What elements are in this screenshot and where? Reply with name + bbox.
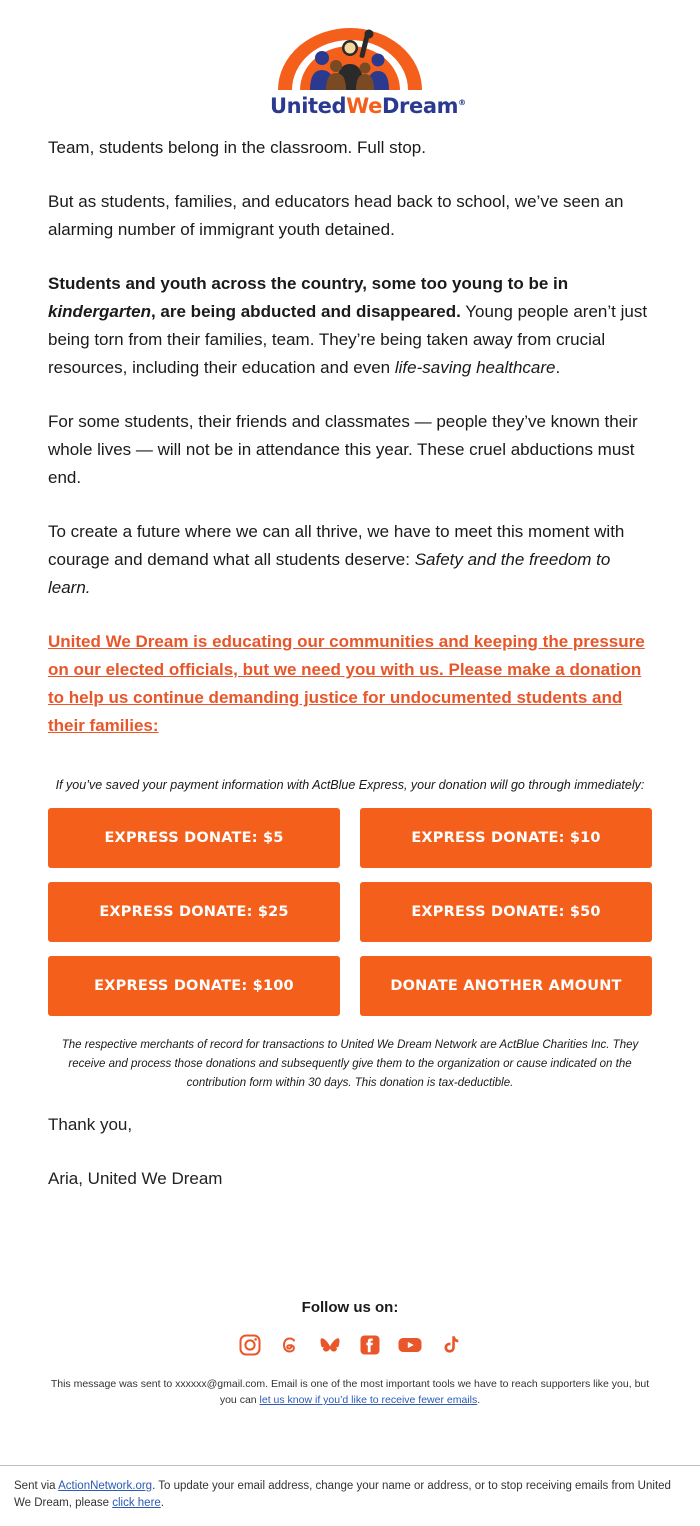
paragraph-3-rest-1: Young people aren’t just being torn from their families, team. They’re being taken away from crucial resources, including their education and even bbox=[48, 302, 648, 377]
united-we-dream-illustration bbox=[270, 22, 430, 92]
tiktok-icon[interactable] bbox=[437, 1332, 463, 1358]
paragraph-3-rest-2: . bbox=[555, 358, 561, 377]
click-here-link[interactable]: click here bbox=[112, 1497, 161, 1509]
footer-sent-via-prefix: Sent via bbox=[14, 1480, 59, 1492]
disclaimer-text-2: . bbox=[477, 1394, 481, 1406]
threads-icon[interactable] bbox=[277, 1332, 303, 1358]
logo-block bbox=[0, 0, 700, 128]
paragraph-3-italic: life-saving healthcare bbox=[394, 358, 556, 377]
logo-word-we: We bbox=[346, 94, 382, 118]
paragraph-3 bbox=[48, 270, 652, 382]
logo bbox=[270, 22, 466, 118]
signoff-thanks: Thank you, bbox=[48, 1115, 133, 1134]
paragraph-4: For some students, their friends and classmates — people they’ve known their whole lives — will not be in attendance this year. These cruel abductions must end. bbox=[48, 412, 638, 487]
footer-sent-via-suffix: . bbox=[160, 1497, 164, 1509]
paragraph-3-bold-italic: kindergarten bbox=[48, 302, 151, 321]
donate-button-grid bbox=[48, 808, 652, 1016]
express-donate-100-button[interactable]: EXPRESS DONATE: $100 bbox=[48, 956, 340, 1016]
express-donate-5-button[interactable]: EXPRESS DONATE: $5 bbox=[48, 808, 340, 868]
registered-mark: ® bbox=[458, 98, 466, 107]
youtube-icon[interactable] bbox=[397, 1332, 423, 1358]
paragraph-5 bbox=[48, 518, 652, 602]
donation-cta-link[interactable]: United We Dream is educating our communities and keeping the pressure on our elected officials, but we need you with us. Please make a donation to help us continue demanding justice for undocumented students and their families: bbox=[48, 632, 645, 735]
logo-word-dream: Dream bbox=[381, 94, 459, 118]
express-donate-50-button[interactable]: EXPRESS DONATE: $50 bbox=[360, 882, 652, 942]
social-block bbox=[0, 1219, 700, 1358]
paragraph-5-start: To create a future where we can all thrive, we have to meet this moment with courage and demand what all students deserve: bbox=[48, 522, 625, 569]
footer-bar bbox=[0, 1465, 700, 1526]
donation-block bbox=[0, 762, 700, 1093]
cta-paragraph bbox=[48, 628, 652, 740]
action-network-link[interactable]: ActionNetwork.org bbox=[58, 1480, 153, 1492]
paragraph-3-bold-start: Students and youth across the country, some too young to be in bbox=[48, 274, 569, 293]
logo-word-united: United bbox=[270, 94, 347, 118]
express-note: If you’ve saved your payment information with ActBlue Express, your donation will go through immediately: bbox=[55, 778, 645, 792]
follow-us-label: Follow us on: bbox=[301, 1299, 399, 1316]
express-donate-10-button[interactable]: EXPRESS DONATE: $10 bbox=[360, 808, 652, 868]
facebook-icon[interactable] bbox=[357, 1332, 383, 1358]
signoff-name: Aria, United We Dream bbox=[48, 1169, 223, 1188]
email-disclaimer bbox=[0, 1358, 700, 1408]
bluesky-icon[interactable] bbox=[317, 1332, 343, 1358]
fewer-emails-link[interactable]: let us know if you’d like to receive fewer emails bbox=[259, 1394, 478, 1406]
signoff-block bbox=[0, 1093, 700, 1193]
donation-legal-text: The respective merchants of record for transactions to United We Dream Network are ActBlue Charities Inc. They receive and process those donations and subsequently give them to the organization or cause indicated on the contribution form within 30 days. This donation is tax-deductible. bbox=[61, 1039, 639, 1089]
social-icon-row bbox=[48, 1332, 652, 1358]
logo-wordmark bbox=[270, 94, 466, 118]
paragraph-3-bold-end: , are being abducted and disappeared. bbox=[150, 302, 461, 321]
paragraph-1: Team, students belong in the classroom. Full stop. bbox=[48, 138, 426, 157]
footer-sent-via-middle: . To update your email address, change your name or address, or to stop receiving emails from United We Dream, please bbox=[14, 1480, 671, 1509]
paragraph-5-italic: Safety and the freedom to learn. bbox=[48, 550, 611, 597]
express-donate-25-button[interactable]: EXPRESS DONATE: $25 bbox=[48, 882, 340, 942]
instagram-icon[interactable] bbox=[237, 1332, 263, 1358]
donate-another-amount-button[interactable]: DONATE ANOTHER AMOUNT bbox=[360, 956, 652, 1016]
disclaimer-text-1: This message was sent to xxxxxx@gmail.com. Email is one of the most important tools we have to reach supporters like you, but you can bbox=[50, 1378, 650, 1406]
email-content bbox=[0, 128, 700, 740]
paragraph-2: But as students, families, and educators head back to school, we’ve seen an alarming number of immigrant youth detained. bbox=[48, 192, 624, 239]
